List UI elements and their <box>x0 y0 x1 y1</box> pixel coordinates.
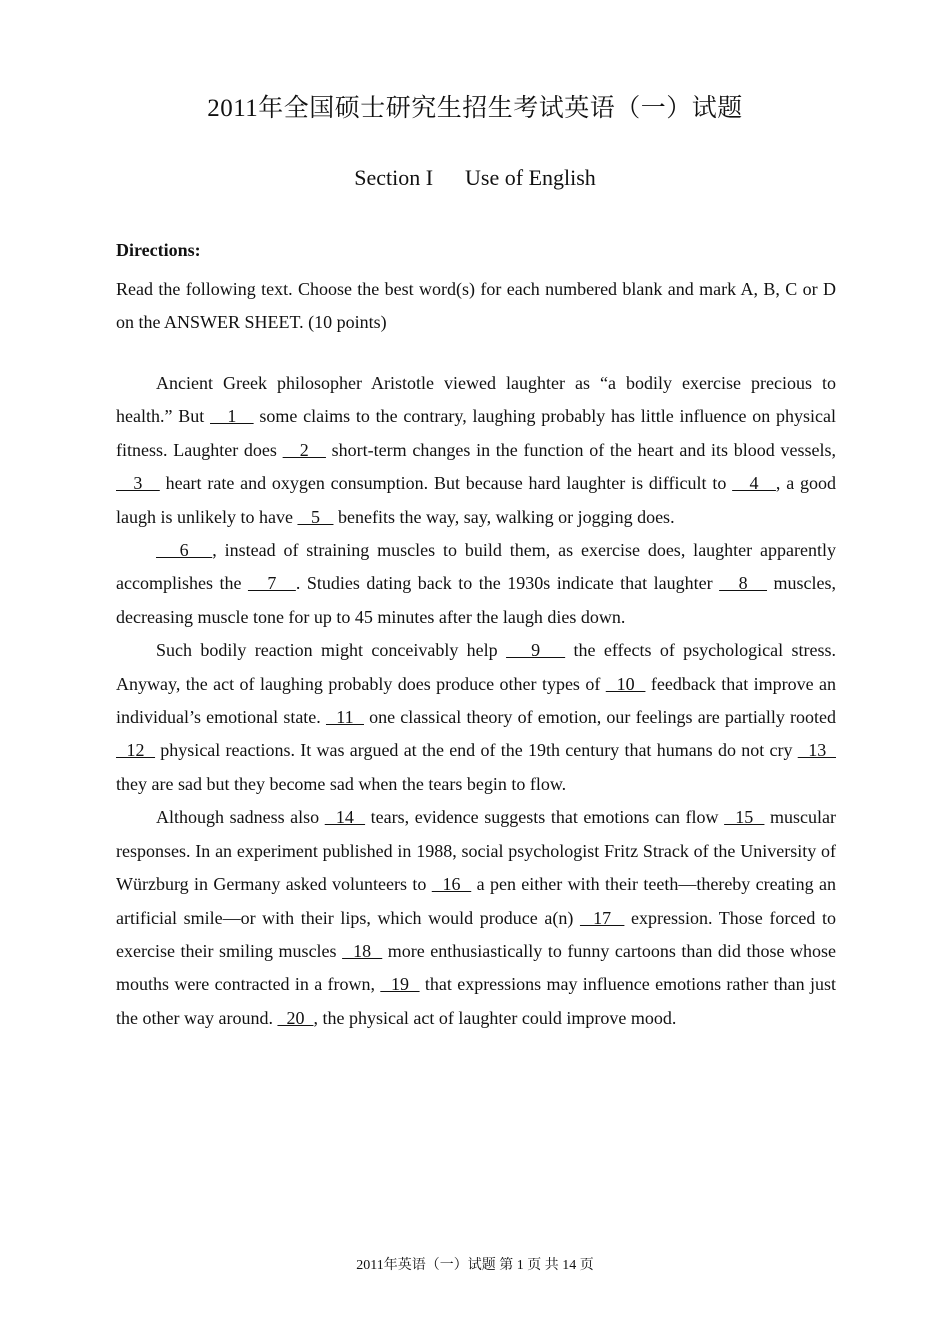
answer-blank: 16 <box>431 874 472 895</box>
passage-text: feedback that improve an individual’s emotional state. <box>116 673 837 728</box>
answer-blank: 6 <box>156 540 213 561</box>
passage-text: Although sadness also <box>156 807 325 828</box>
passage-text: a pen either with their teeth—thereby creating an artificial smile—or with their lips, which would produce a(n) <box>116 874 836 928</box>
passage-text: more enthusiastically to funny cartoons than did those whose mouths were contracted in a frown, <box>116 940 836 995</box>
passage-text: Such bodily reaction might conceivably help <box>156 640 507 661</box>
passage-paragraph <box>116 634 836 801</box>
passage-text: . Studies dating back to the 1930s indicate that laughter <box>295 573 720 594</box>
passage-text: heart rate and oxygen consumption. But because hard laughter is difficult to <box>159 473 733 494</box>
passage-text: some claims to the contrary, laughing probably has little influence on physical fitness. Laughter does <box>116 406 837 460</box>
passage-text: muscular responses. In an experiment published in 1988, social psychologist Fritz Strack of the University of Würzburg in Germany asked volunteers to <box>116 807 836 895</box>
answer-blank: 9 <box>506 640 566 661</box>
answer-blank: 3 <box>116 473 160 494</box>
section-heading <box>0 165 950 191</box>
passage-text: one classical theory of emotion, our feelings are partially rooted <box>363 707 836 728</box>
answer-blank: 10 <box>605 673 646 694</box>
passage-text: short-term changes in the function of the heart and its blood vessels, <box>325 439 836 460</box>
answer-blank: 12 <box>116 740 156 761</box>
passage-text: tears, evidence suggests that emotions can flow <box>365 807 725 828</box>
answer-blank: 7 <box>247 573 296 594</box>
exam-title: 2011年全国硕士研究生招生考试英语（一）试题 <box>207 95 743 122</box>
passage-text: that expressions may influence emotions rather than just the other way around. <box>116 974 836 1028</box>
section-name: Use of English <box>465 165 596 190</box>
passage-text: benefits the way, say, walking or jogging does. <box>333 506 675 527</box>
answer-blank: 15 <box>724 807 765 828</box>
passage-text: expression. Those forced to exercise their smiling muscles <box>116 907 836 961</box>
answer-blank: 11 <box>325 707 364 728</box>
cloze-passage <box>116 367 836 1035</box>
passage-paragraph <box>116 367 836 534</box>
passage-text: Ancient Greek philosopher Aristotle viewed laughter as “a bodily exercise precious to health.” But <box>116 373 836 427</box>
answer-blank: 18 <box>342 940 383 961</box>
answer-blank: 4 <box>732 473 776 494</box>
answer-blank: 2 <box>282 439 326 460</box>
answer-blank: 1 <box>210 406 254 427</box>
passage-text: muscles, decreasing muscle tone for up to 45 minutes after the laugh dies down. <box>116 573 836 627</box>
page-footer: 2011年英语（一）试题 第 1 页 共 14 页 <box>356 1258 594 1273</box>
passage-text: the effects of psychological stress. Anyway, the act of laughing probably does produce other types of <box>116 640 836 694</box>
directions-text: Read the following text. Choose the best word(s) for each numbered blank and mark A, B, C or D on the ANSWER SHEET. (10 points) <box>116 279 836 332</box>
answer-blank: 17 <box>579 907 625 928</box>
answer-blank: 20 <box>277 1007 314 1028</box>
passage-text: , instead of straining muscles to build them, as exercise does, laughter apparently accomplishes the <box>116 540 836 594</box>
answer-blank: 14 <box>324 807 366 828</box>
answer-blank: 8 <box>719 573 768 594</box>
section-number: Section I <box>354 165 434 190</box>
answer-blank: 5 <box>297 506 334 527</box>
passage-paragraph <box>116 534 836 634</box>
passage-text: physical reactions. It was argued at the end of the 19th century that humans do not cry <box>155 740 798 761</box>
passage-text: they are sad but they become sad when the tears begin to flow. <box>116 773 567 794</box>
answer-blank: 19 <box>380 974 420 995</box>
directions-heading: Directions: <box>116 240 201 260</box>
answer-blank: 13 <box>797 740 836 761</box>
passage-paragraph <box>116 801 836 1035</box>
passage-text: , a good laugh is unlikely to have <box>116 473 837 527</box>
passage-text: , the physical act of laughter could improve mood. <box>313 1007 677 1028</box>
